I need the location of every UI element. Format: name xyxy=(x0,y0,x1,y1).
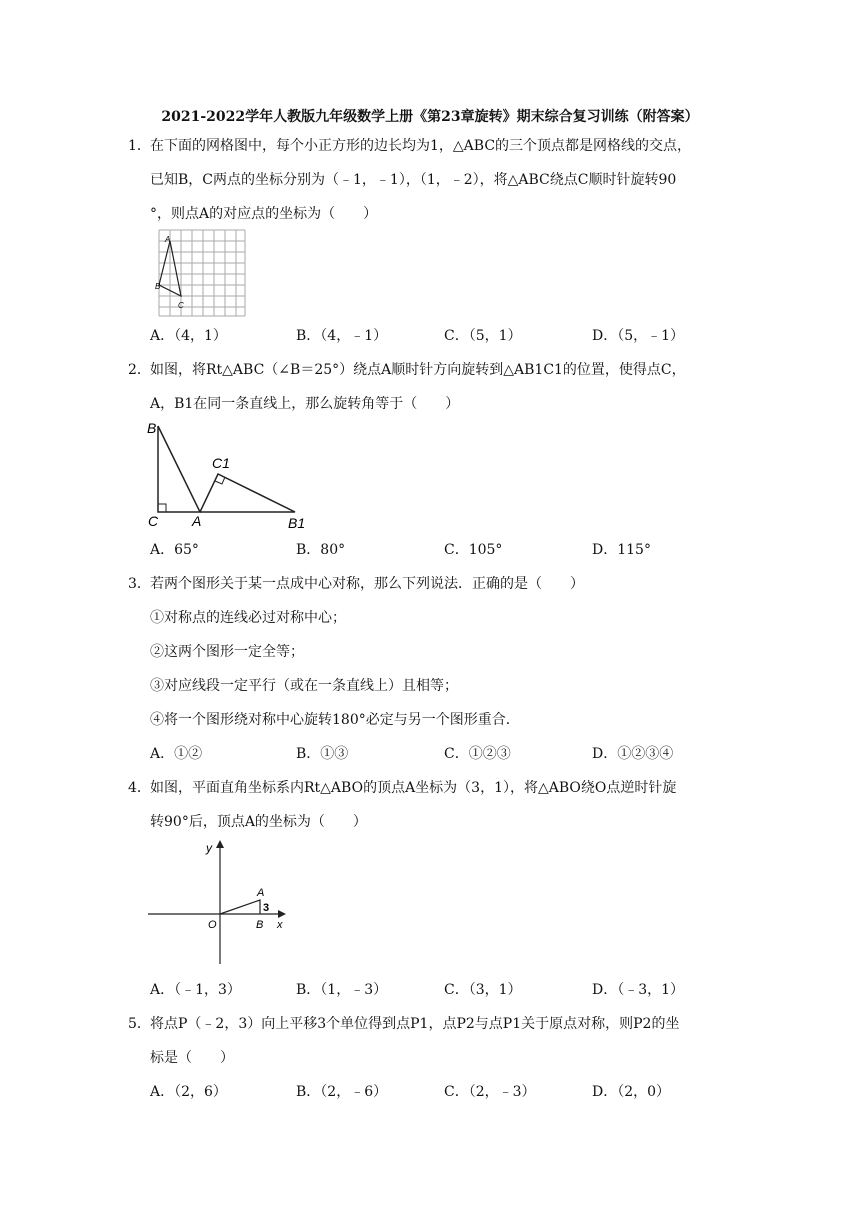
vertex-label: A xyxy=(192,513,202,529)
origin-label: O xyxy=(208,919,217,931)
triangle-ab1c1 xyxy=(200,474,295,512)
question-number: 5． xyxy=(128,1016,151,1032)
question-text-line: 已知B，C两点的坐标分别为（﹣1，﹣1），（1，﹣2），将△ABC绕点C顺时针旋转90 xyxy=(150,172,677,188)
option-a[interactable]: A．（﹣1，3） xyxy=(150,982,241,998)
question-number: 1． xyxy=(128,138,151,154)
length-label: 3 xyxy=(263,902,270,914)
right-angle-mark xyxy=(158,504,166,512)
option-c[interactable]: C．①②③ xyxy=(444,746,511,762)
question-text-line: 在下面的网格图中，每个小正方形的边长均为1，△ABC的三个顶点都是网格线的交点， xyxy=(150,138,692,154)
option-b[interactable]: B．80° xyxy=(296,542,346,558)
question-text-line: 如图，平面直角坐标系内Rt△ABO的顶点A坐标为（3，1），将△ABO绕O点逆时针旋 xyxy=(150,780,677,796)
vertex-label: B xyxy=(155,282,161,291)
option-c[interactable]: C．105° xyxy=(444,542,503,558)
rotated-right-triangle-figure xyxy=(144,416,314,532)
vertex-label: C1 xyxy=(212,455,230,471)
coordinate-plane-figure xyxy=(146,838,292,968)
question-text-line: 如图，将Rt△ABC（∠B＝25°）绕点A顺时针方向旋转到△AB1C1的位置，使得点C， xyxy=(150,362,686,378)
statement-2: ②这两个图形一定全等； xyxy=(150,644,304,660)
vertex-label: B xyxy=(256,919,264,931)
question-text-line: 标是（ ） xyxy=(150,1050,234,1066)
option-a[interactable]: A．（4，1） xyxy=(150,328,227,344)
statement-1: ①对称点的连线必过对称中心； xyxy=(150,610,346,626)
vertex-label: A xyxy=(257,887,265,899)
x-axis-arrow xyxy=(278,910,286,918)
axis-label: x xyxy=(277,919,283,931)
grid-lines xyxy=(159,230,245,316)
option-d[interactable]: D．（﹣3，1） xyxy=(592,982,685,998)
triangle-abc xyxy=(158,426,200,512)
question-text-line: 将点P（﹣2，3）向上平移3个单位得到点P1，点P2与点P1关于原点对称，则P2的坐 xyxy=(150,1016,680,1032)
option-a[interactable]: A．（2，6） xyxy=(150,1084,227,1100)
vertex-label: A xyxy=(165,235,171,244)
question-number: 3． xyxy=(128,576,151,592)
y-axis-arrow xyxy=(216,840,224,848)
option-c[interactable]: C．（2，﹣3） xyxy=(444,1084,536,1100)
vertex-label: C xyxy=(148,513,159,529)
question-number: 4． xyxy=(128,780,151,796)
option-d[interactable]: D．（2，0） xyxy=(592,1084,671,1100)
question-text-line: 若两个图形关于某一点成中心对称，那么下列说法．正确的是（ ） xyxy=(150,576,584,592)
option-c[interactable]: C．（5，1） xyxy=(444,328,522,344)
option-b[interactable]: B．①③ xyxy=(296,746,349,762)
page-title: 2021-2022学年人教版九年级数学上册《第23章旋转》期末综合复习训练（附答案） xyxy=(161,109,699,125)
option-c[interactable]: C．（3，1） xyxy=(444,982,522,998)
option-d[interactable]: D．115° xyxy=(592,542,651,558)
option-a[interactable]: A．①② xyxy=(150,746,203,762)
question-text-line: A，B1在同一条直线上，那么旋转角等于（ ） xyxy=(150,396,460,412)
vertex-label: C xyxy=(178,301,184,310)
option-b[interactable]: B．（1，﹣3） xyxy=(296,982,388,998)
vertex-label: B xyxy=(147,420,157,436)
option-b[interactable]: B．（2，﹣6） xyxy=(296,1084,388,1100)
grid-triangle-figure xyxy=(156,228,248,318)
question-text-line: 转90°后，顶点A的坐标为（ ） xyxy=(150,814,367,830)
axis-label: y xyxy=(206,841,212,855)
option-b[interactable]: B．（4，﹣1） xyxy=(296,328,388,344)
statement-4: ④将一个图形绕对称中心旋转180°必定与另一个图形重合． xyxy=(150,712,520,728)
vertex-label: B1 xyxy=(288,515,306,531)
option-d[interactable]: D．（5，﹣1） xyxy=(592,328,685,344)
question-number: 2． xyxy=(128,362,151,378)
option-a[interactable]: A．65° xyxy=(150,542,199,558)
question-text-line: °，则点A的对应点的坐标为（ ） xyxy=(150,206,378,222)
option-d[interactable]: D．①②③④ xyxy=(592,746,674,762)
triangle-abo xyxy=(220,900,260,914)
statement-3: ③对应线段一定平行（或在一条直线上）且相等； xyxy=(150,678,458,694)
